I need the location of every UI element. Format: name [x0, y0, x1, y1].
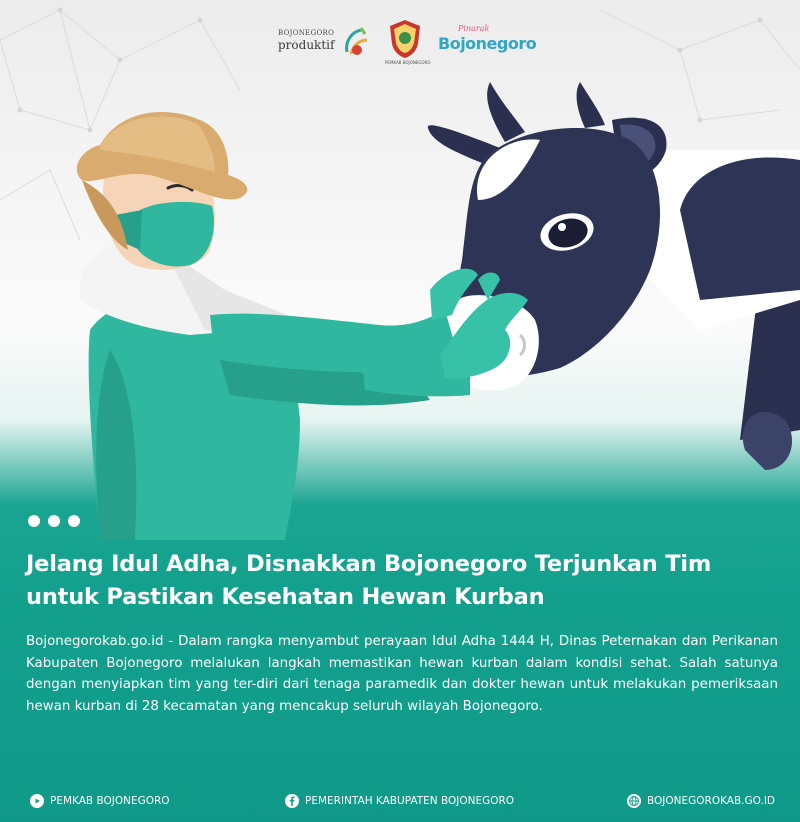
footer	[0, 794, 800, 818]
footer-website-label: BOJONEGOROKAB.GO.ID	[647, 795, 776, 807]
youtube-icon	[30, 794, 44, 808]
footer-facebook[interactable]	[285, 794, 514, 808]
pemkab-bojonegoro-seal-icon	[387, 18, 423, 60]
footer-facebook-label: PEMERINTAH KABUPATEN BOJONEGORO	[305, 795, 515, 807]
article-body: Bojonegorokab.go.id - Dalam rangka menyambut perayaan Idul Adha 1444 H, Dinas Peternakan dan Perikanan Kabupaten Bojonegoro melalukan langkah memastikan hewan kurban dalam kondisi sehat. Salah satunya dengan menyiapkan tim yang ter-diri dari tenaga paramedik dan dokter hewan untuk melakukan pemeriksaan hewan kurban di 28 kecamatan yang mencakup seluruh wilayah Bojonegoro.	[26, 634, 778, 714]
dot	[48, 515, 60, 527]
pagination-dots	[28, 515, 80, 527]
footer-youtube[interactable]	[30, 794, 170, 808]
produktif-emblem-icon	[343, 24, 369, 58]
pinarak-bojonegoro-logo: Bojonegoro	[438, 34, 537, 53]
dot	[28, 515, 40, 527]
bojonegoro-produktif-small-text: BOJONEGORO	[278, 29, 335, 37]
globe-icon	[627, 794, 641, 808]
headline: Jelang Idul Adha, Disnakkan Bojonegoro Terjunkan Tim untuk Pastikan Kesehatan Hewan Kurban	[26, 551, 712, 610]
footer-website[interactable]	[627, 794, 775, 808]
footer-youtube-label: PEMKAB BOJONEGORO	[50, 795, 170, 807]
facebook-icon	[285, 794, 299, 808]
bojonegoro-produktif-logo: produktif	[278, 38, 335, 52]
logo-bar	[270, 16, 560, 72]
seal-caption: PEMKAB BOJONEGORO	[385, 60, 431, 65]
pinarak-small-text: Pinarak	[458, 24, 490, 33]
dot	[68, 515, 80, 527]
